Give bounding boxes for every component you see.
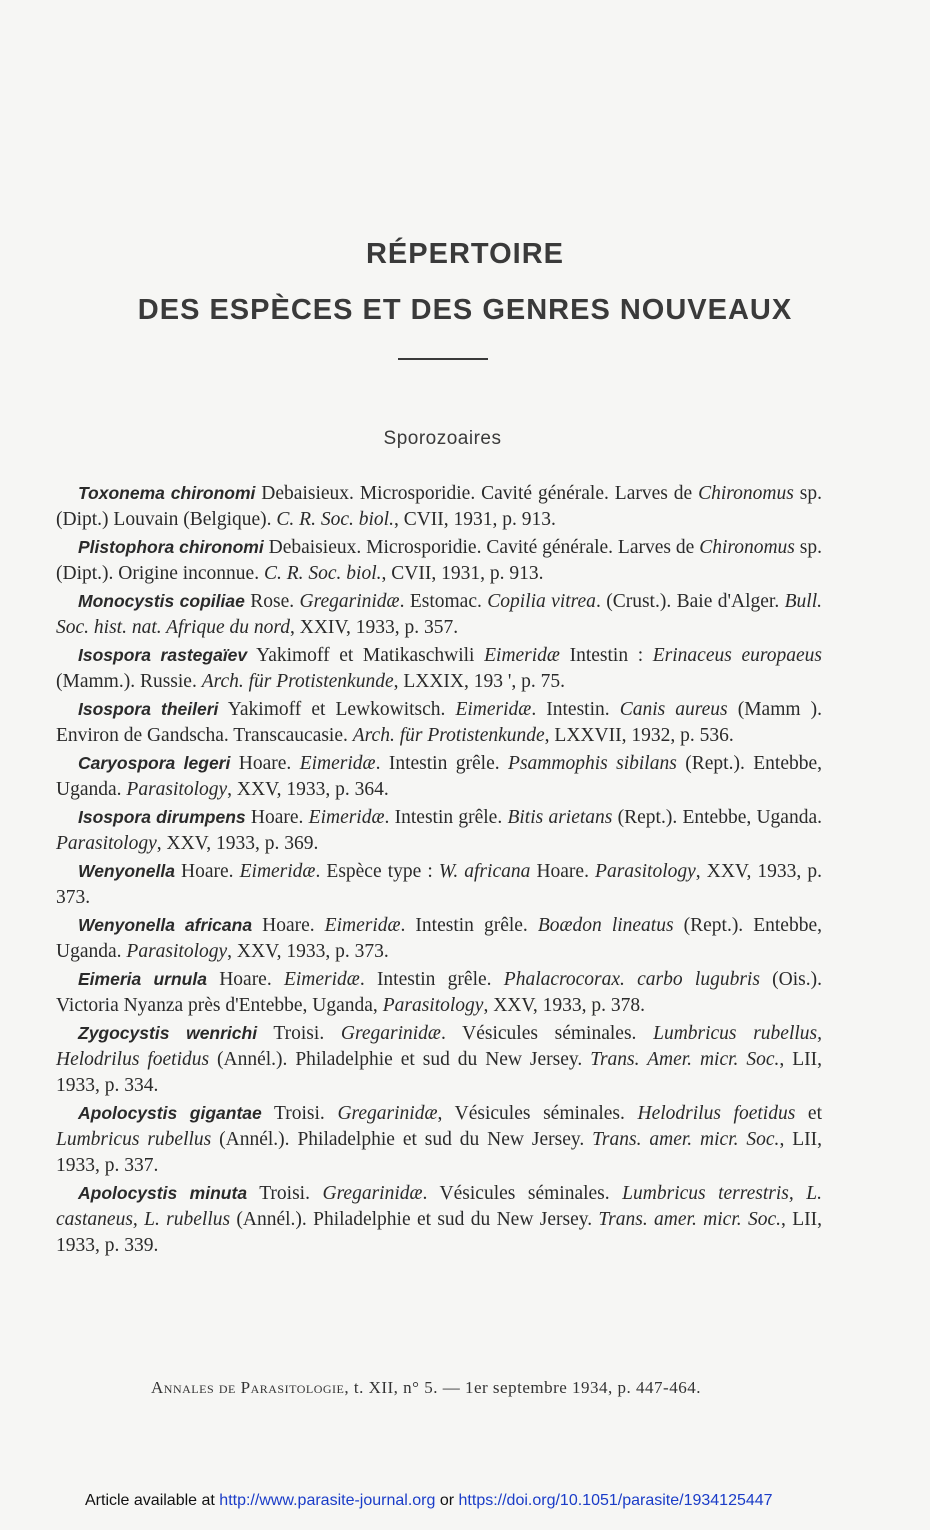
entry-text: . Intestin grêle. (359, 969, 504, 990)
entry-text: , CVII, 1931, p. 913. (381, 563, 544, 584)
italic-text: Chironomus (699, 537, 795, 558)
species-name: Monocystis copiliae (78, 591, 245, 611)
italic-text: Lumbricus rubellus, Helodrilus foetidus (56, 1023, 822, 1070)
italic-text: Helodrilus foetidus (637, 1103, 796, 1124)
species-name: Caryospora legeri (78, 753, 231, 773)
italic-text: Parasitology (126, 941, 228, 962)
doi-link[interactable]: https://doi.org/10.1051/parasite/1934125447 (458, 1492, 773, 1509)
entry-text: . Vésicules séminales. (422, 1183, 623, 1204)
entry-text: (Rept.). Entebbe, Uganda. (56, 753, 822, 800)
italic-text: Eimeridæ (484, 645, 560, 666)
italic-text: Bitis arietans (507, 807, 613, 828)
entry-text: . Vésicules séminales. (440, 1023, 654, 1044)
article-or: or (435, 1492, 459, 1509)
species-entry (56, 642, 822, 695)
entry-text: Debaisieux. Microsporidie. Cavité générale. Larves de (263, 537, 700, 558)
journal-link[interactable]: http://www.parasite-journal.org (219, 1492, 436, 1509)
entry-text: Yakimoff et Lewkowitsch. (218, 699, 456, 720)
italic-text: Eimeridæ (324, 915, 401, 936)
entry-text: Yakimoff et Matikaschwili (247, 645, 485, 666)
italic-text: Trans. amer. micr. Soc. (592, 1129, 780, 1150)
entry-text: sp. (Dipt.) Louvain (Belgique). (56, 483, 822, 530)
italic-text: Arch. für Protistenkunde (201, 671, 394, 692)
italic-text: Boædon lineatus (537, 915, 674, 936)
journal-footer (0, 1378, 852, 1398)
entry-text: , LXXVII, 1932, p. 536. (544, 725, 734, 746)
italic-text: Arch. für Protistenkunde (352, 725, 545, 746)
italic-text: Psammophis sibilans (508, 753, 677, 774)
species-name: Isospora dirumpens (78, 807, 246, 827)
species-entry (56, 588, 822, 641)
italic-text: Parasitology (126, 779, 228, 800)
entry-text: Hoare. (174, 861, 240, 882)
entry-text: et (795, 1103, 822, 1124)
entry-text: , XXIV, 1933, p. 357. (290, 617, 459, 638)
species-entry (56, 750, 822, 803)
species-entry (56, 534, 822, 587)
entry-text: . Espèce type : (315, 861, 439, 882)
species-name: Isospora theileri (78, 699, 219, 719)
species-name: Apolocystis minuta (78, 1183, 248, 1203)
species-name: Eimeria urnula (78, 969, 207, 989)
entry-text: Debaisieux. Microsporidie. Cavité générale. Larves de (255, 483, 699, 504)
species-entry (56, 1100, 822, 1179)
italic-text: Parasitology (595, 861, 696, 882)
entry-text: , XXV, 1933, p. 373. (56, 861, 822, 908)
italic-text: Gregarinidæ (340, 1023, 441, 1044)
italic-text: Eimeridæ (239, 861, 316, 882)
italic-text: Lumbricus terrestris, L. castaneus, L. rubellus (56, 1183, 822, 1230)
entry-text: . Intestin. (531, 699, 620, 720)
entry-text: (Annél.). Philadelphie et sud du New Jersey. (209, 1049, 591, 1070)
italic-text: Phalacrocorax. carbo lugubris (503, 969, 760, 990)
journal-citation: , t. XII, n° 5. — 1er septembre 1934, p. 447-464. (344, 1378, 701, 1397)
entry-text: Troisi. (257, 1023, 341, 1044)
entry-text: (Annél.). Philadelphie et sud du New Jersey. (211, 1129, 593, 1150)
species-name: Isospora rastegaïev (78, 645, 248, 665)
entry-text: , XXV, 1933, p. 369. (156, 833, 319, 854)
italic-text: Gregarinidæ (299, 591, 400, 612)
entry-text: . Intestin grêle. (384, 807, 508, 828)
species-entry (56, 480, 822, 533)
page-subtitle: DES ESPÈCES ET DES GENRES NOUVEAUX (137, 294, 793, 326)
article-prefix: Article available at (85, 1492, 220, 1509)
italic-text: Gregarinidæ (322, 1183, 423, 1204)
italic-text: Erinaceus europaeus (652, 645, 822, 666)
entry-text: (Rept.). Entebbe, Uganda. (56, 915, 822, 962)
entry-text: , LII, 1933, p. 334. (56, 1049, 822, 1096)
entry-text: Troisi. (247, 1183, 323, 1204)
italic-text: Canis aureus (619, 699, 728, 720)
entry-text: (Rept.). Entebbe, Uganda. (612, 807, 822, 828)
entry-text: Hoare. (252, 915, 325, 936)
entry-text: (Mamm ). Environ de Gandscha. Transcaucasie. (56, 699, 822, 746)
entry-text: , Vésicules séminales. (437, 1103, 638, 1124)
entry-text: sp. (Dipt.). Origine inconnue. (56, 537, 823, 584)
italic-text: Eimeridæ (455, 699, 532, 720)
italic-text: Lumbricus rubellus (56, 1129, 212, 1150)
entry-text: , LII, 1933, p. 339. (56, 1209, 822, 1256)
entry-text: (Annél.). Philadelphie et sud du New Jersey. (230, 1209, 599, 1230)
species-entry (56, 1020, 822, 1099)
species-entry (56, 858, 822, 911)
entry-text: . Intestin grêle. (375, 753, 509, 774)
italic-text: Trans. Amer. micr. Soc. (590, 1049, 780, 1070)
entry-text: . Estomac. (399, 591, 488, 612)
italic-text: W. africana (438, 861, 531, 882)
species-entry (56, 804, 822, 857)
species-name: Wenyonella africana (78, 915, 253, 935)
entry-text: Hoare. (230, 753, 300, 774)
italic-text: C. R. Soc. biol. (263, 563, 382, 584)
italic-text: Bull. Soc. hist. nat. Afrique du nord (56, 591, 822, 638)
italic-text: C. R. Soc. biol. (276, 509, 394, 530)
page-title: RÉPERTOIRE (365, 238, 564, 270)
entry-text: , XXV, 1933, p. 378. (483, 995, 646, 1016)
italic-text: Eimeridæ (308, 807, 385, 828)
italic-text: Eimeridæ (283, 969, 360, 990)
species-name: Toxonema chironomi (78, 483, 256, 503)
entry-text: , XXV, 1933, p. 373. (227, 941, 389, 962)
section-heading: Sporozoaires (383, 428, 502, 449)
entry-list (56, 480, 822, 1260)
italic-text: Parasitology (382, 995, 484, 1016)
entry-text: Rose. (244, 591, 300, 612)
species-name: Plistophora chironomi (78, 537, 264, 557)
journal-name: Annales de Parasitologie (151, 1378, 345, 1397)
species-entry (56, 696, 822, 749)
italic-text: Trans. amer. micr. Soc. (598, 1209, 781, 1230)
article-availability (85, 1492, 773, 1510)
italic-text: Copilia vitrea (487, 591, 596, 612)
entry-text: . (Crust.). Baie d'Alger. (595, 591, 785, 612)
entry-text: , XXV, 1933, p. 364. (227, 779, 389, 800)
entry-text: , LII, 1933, p. 337. (56, 1129, 822, 1176)
italic-text: Chironomus (698, 483, 794, 504)
italic-text: Gregarinidæ (337, 1103, 438, 1124)
italic-text: Parasitology (56, 833, 157, 854)
entry-text: Intestin : (559, 645, 653, 666)
entry-text: (Ois.). Victoria Nyanza près d'Entebbe, Uganda, (56, 969, 822, 1016)
species-entry (56, 1180, 822, 1259)
species-entry (56, 912, 822, 965)
species-name: Apolocystis gigantae (78, 1103, 262, 1123)
entry-text: Hoare. (206, 969, 284, 990)
title-divider (398, 358, 488, 360)
entry-text: . Intestin grêle. (400, 915, 538, 936)
italic-text: Eimeridæ (299, 753, 376, 774)
species-entry (56, 966, 822, 1019)
entry-text: (Mamm.). Russie. (56, 671, 202, 692)
species-name: Zygocystis wenrichi (78, 1023, 258, 1043)
entry-text: , LXXIX, 193 ', p. 75. (393, 671, 566, 692)
species-name: Wenyonella (78, 861, 175, 881)
entry-text: Hoare. (245, 807, 309, 828)
entry-text: Troisi. (261, 1103, 338, 1124)
entry-text: , CVII, 1931, p. 913. (393, 509, 556, 530)
entry-text: Hoare. (530, 861, 596, 882)
